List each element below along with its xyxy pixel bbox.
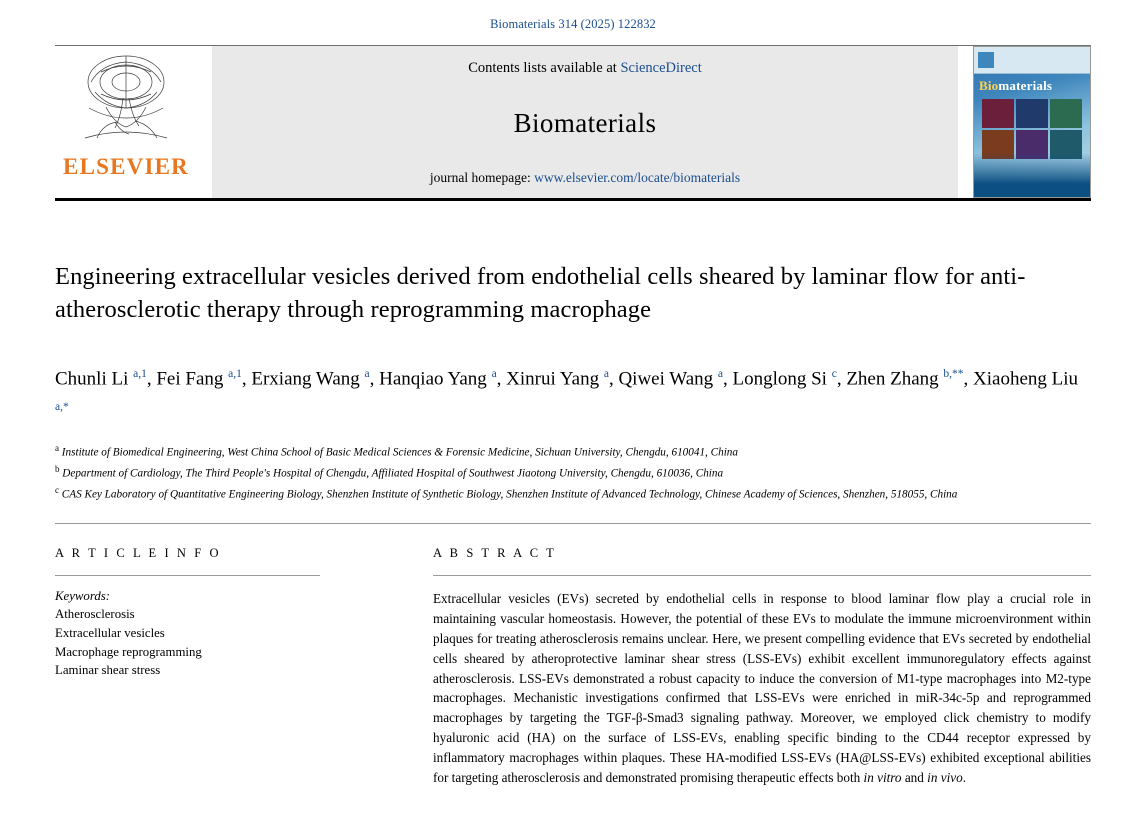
article-info-rule xyxy=(55,575,320,576)
author-name: Chunli Li xyxy=(55,368,134,390)
abstract-fragment: . xyxy=(962,769,966,785)
affiliation-item xyxy=(55,440,1091,461)
sciencedirect-link[interactable]: ScienceDirect xyxy=(620,60,702,76)
author-affiliation-marker: a xyxy=(603,368,609,380)
author-name: Erxiang Wang xyxy=(251,368,365,390)
cover-title-part-a: Bio xyxy=(979,78,999,93)
article-info-column xyxy=(55,546,320,787)
keyword-item: Macrophage reprogramming xyxy=(55,644,202,659)
page-title: Engineering extracellular vesicles derived from endothelial cells sheared by laminar flow for anti-atherosclerotic therapy through reprogramming macrophage xyxy=(55,263,1026,323)
author-affiliation-marker: a xyxy=(364,368,370,380)
journal-masthead xyxy=(55,45,1091,203)
content-columns xyxy=(55,546,1091,787)
cover-thumbnail-grid xyxy=(982,99,1082,159)
keyword-item: Extracellular vesicles xyxy=(55,625,165,640)
abstract-text xyxy=(433,589,1091,787)
affiliation-marker: c xyxy=(55,485,59,496)
cover-title xyxy=(974,74,1090,94)
journal-cover-image xyxy=(973,46,1091,198)
abstract-emphasis: in vivo xyxy=(927,769,963,785)
elsevier-tree-icon xyxy=(71,52,181,150)
author-affiliation-marker: a,1 xyxy=(228,368,242,380)
author-name: Qiwei Wang xyxy=(618,368,718,390)
author-name: Xiaoheng Liu xyxy=(973,368,1079,390)
author-affiliation-marker: a,* xyxy=(55,401,69,414)
cover-title-part-b: materials xyxy=(998,78,1053,93)
author-affiliation-marker: a xyxy=(491,368,497,380)
keyword-item: Laminar shear stress xyxy=(55,663,161,678)
author-separator: , xyxy=(722,368,733,390)
author-separator: , xyxy=(836,368,847,390)
keywords-list xyxy=(55,605,320,679)
keywords-label: Keywords: xyxy=(55,589,110,604)
running-head: Biomaterials 314 (2025) 122832 xyxy=(490,17,656,31)
abstract-heading: A B S T R A C T xyxy=(433,546,557,561)
masthead-bottom-rule xyxy=(55,198,1091,201)
affiliation-text: CAS Key Laboratory of Quantitative Engineering Biology, Shenzhen Institute of Synthetic Biology, Shenzhen Institute of Advanced Technology, Chinese Academy of Sciences, Shenzhen, 518055, China xyxy=(59,488,958,501)
author-affiliation-marker: a,1 xyxy=(133,368,147,380)
author-name: Zhen Zhang xyxy=(846,368,944,390)
author-separator: , xyxy=(608,368,619,390)
elsevier-logo xyxy=(55,46,197,198)
homepage-link[interactable]: www.elsevier.com/locate/biomaterials xyxy=(534,170,741,185)
author-name: Hanqiao Yang xyxy=(379,368,492,390)
author-name: Longlong Si xyxy=(732,368,832,390)
cover-publisher-mark xyxy=(978,52,994,68)
author-list xyxy=(55,360,1091,427)
abstract-emphasis: in vitro xyxy=(863,769,902,785)
author-affiliation-marker: b,** xyxy=(943,368,964,380)
homepage-prefix: journal homepage: xyxy=(429,170,535,185)
affiliation-list xyxy=(55,440,1091,504)
journal-band xyxy=(212,46,958,198)
author-name: Xinrui Yang xyxy=(506,368,604,390)
author-separator: , xyxy=(146,368,157,390)
affiliation-text: Department of Cardiology, The Third People's Hospital of Chengdu, Affiliated Hospital of Southwest Jiaotong University, Chengdu, 610036, China xyxy=(59,467,724,480)
abstract-fragment: Extracellular vesicles (EVs) secreted by endothelial cells in response to blood laminar flow play a crucial role in maintaining vascular homeostasis. However, the potential of these EVs to modulate the immune microenvironment within plaques for treating atherosclerosis remains unclear. Here, we present compelling evidence that EVs secreted by endothelial cells sheared by atheroprotective laminar shear stress (LSS-EVs) exhibit excellent immunoregulatory effects against atherosclerosis. LSS-EVs demonstrated a robust capacity to induce the conversion of M1-type macrophages into M2-type macrophages. Mechanistic investigations confirmed that LSS-EVs were enriched in miR-34c-5p and reprogrammed macrophages by targeting the TGF-β-Smad3 signaling pathway. Moreover, we employed click chemistry to modify hyaluronic acid (HA) on the surface of LSS-EVs, enabling specific binding to the CD44 receptor expressed by inflammatory macrophages within plaques. These HA-modified LSS-EVs (HA@LSS-EVs) exhibited exceptional abilities for targeting atherosclerosis and demonstrated promising therapeutic effects both xyxy=(433,591,1091,785)
author-affiliation-marker: c xyxy=(831,368,837,380)
affiliation-marker: b xyxy=(55,463,60,474)
affiliation-marker: a xyxy=(55,442,59,453)
journal-title: Biomaterials xyxy=(513,108,657,138)
affiliation-text: Institute of Biomedical Engineering, West China School of Basic Medical Sciences & Forensic Medicine, Sichuan University, Chengdu, 610041, China xyxy=(59,446,738,459)
contents-line xyxy=(468,60,702,77)
affiliation-item xyxy=(55,482,1091,503)
elsevier-wordmark: ELSEVIER xyxy=(63,154,189,179)
author-name: Fei Fang xyxy=(156,368,229,390)
keyword-item: Atherosclerosis xyxy=(55,607,135,622)
author-separator: , xyxy=(241,368,252,390)
contents-prefix: Contents lists available at xyxy=(468,60,621,76)
article-info-heading: A R T I C L E I N F O xyxy=(55,546,222,561)
author-affiliation-marker: a xyxy=(717,368,723,380)
cover-header-strip xyxy=(974,47,1090,74)
section-divider xyxy=(55,523,1091,524)
cover-gradient xyxy=(974,153,1090,197)
abstract-rule xyxy=(433,575,1091,576)
abstract-fragment: and xyxy=(901,769,928,785)
author-separator: , xyxy=(963,368,974,390)
abstract-column xyxy=(433,546,1091,787)
author-separator: , xyxy=(369,368,380,390)
author-separator: , xyxy=(496,368,507,390)
homepage-line xyxy=(430,170,740,186)
affiliation-item xyxy=(55,461,1091,482)
